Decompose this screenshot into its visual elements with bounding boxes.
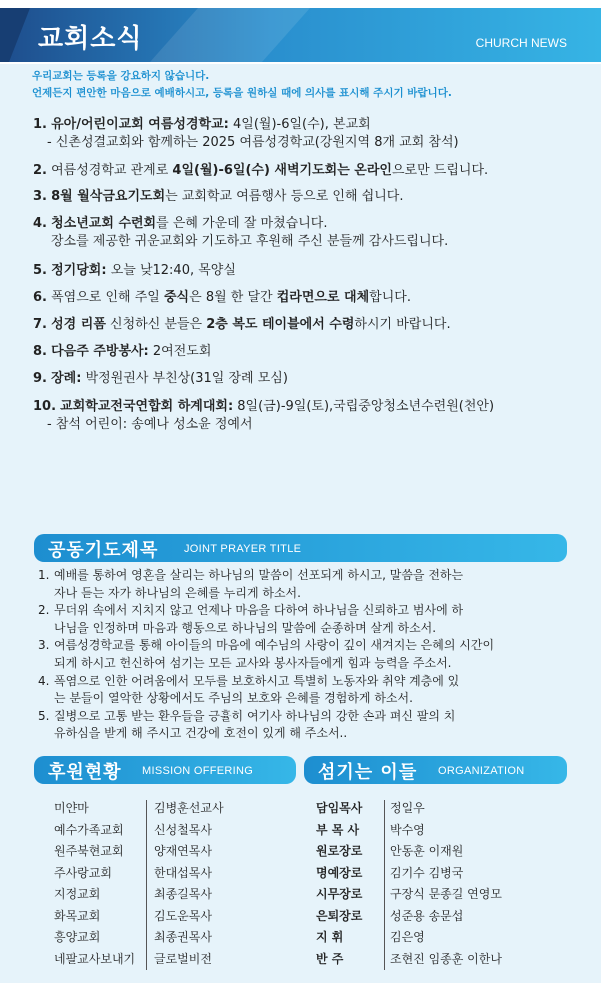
news-bold-text: 8월 월삭금요기도회 xyxy=(51,189,166,204)
organization-names: 김은영 xyxy=(390,930,425,944)
news-number: 3. xyxy=(33,189,47,204)
organization-names: 박수영 xyxy=(390,822,425,837)
offering-name: 최종권목사 xyxy=(154,930,212,944)
news-bold-text: 정기당회: xyxy=(51,263,107,278)
page-title: 교회소식 xyxy=(38,24,143,54)
organization-role: 부 목 사 xyxy=(316,822,360,837)
prayer-title: 공동기도제목 xyxy=(48,540,159,561)
offering-church: 주사랑교회 xyxy=(54,865,112,880)
prayer-line: 되게 하시고 헌신하여 섬기는 모든 교사와 봉사자들에게 힘과 능력을 주소서. xyxy=(54,655,452,670)
organization-role-column xyxy=(316,798,380,970)
notice-line-1: 우리교회는 등록을 강요하지 않습니다. xyxy=(32,70,210,82)
news-bold-text: 중식 xyxy=(164,290,190,305)
organization-role: 시무장로 xyxy=(316,887,363,901)
organization-names: 안동훈 이재원 xyxy=(390,844,464,858)
news-bold-text-2: 2층 복도 테이블에서 수령 xyxy=(206,317,355,332)
organization-role: 은퇴장로 xyxy=(316,908,363,923)
prayer-item-1 xyxy=(38,567,573,602)
news-bold-text: 다음주 주방봉사: xyxy=(51,344,149,359)
organization-role: 명예장로 xyxy=(316,865,363,880)
news-item-6 xyxy=(33,289,593,307)
news-number: 6. xyxy=(33,290,47,305)
news-number: 9. xyxy=(33,371,47,386)
news-subline: - 참석 어린이: 송예나 성소윤 정예서 xyxy=(47,417,253,432)
offering-name: 김도운목사 xyxy=(154,908,212,923)
offering-church: 네팔교사보내기 xyxy=(54,951,136,966)
news-text: 는 교회학교 여름행사 등으로 인해 쉽니다. xyxy=(165,189,404,204)
prayer-line: 유하심을 받게 해 주시고 건강에 호전이 있게 해 주소서.. xyxy=(54,726,348,741)
offering-name: 신성철목사 xyxy=(154,822,212,837)
prayer-item-5 xyxy=(38,708,573,743)
news-subline: - 신촌성결교회와 함께하는 2025 여름성경학교(강원지역 8개 교회 참석) xyxy=(47,135,459,150)
news-item-8 xyxy=(33,343,593,361)
prayer-item-2 xyxy=(38,602,573,637)
header-banner xyxy=(0,0,601,64)
organization-role: 반 주 xyxy=(316,951,344,966)
offering-church-column xyxy=(54,798,144,970)
offering-name-column xyxy=(154,798,294,970)
offering-church: 지정교회 xyxy=(54,887,101,901)
prayer-line: 여름성경학교를 통해 아이들의 마음에 예수님의 사랑이 깊이 새겨지는 은혜의 시간이 xyxy=(54,638,495,653)
news-number: 10. xyxy=(33,399,57,414)
offering-name: 양재연목사 xyxy=(154,844,212,858)
news-item-3 xyxy=(33,188,593,206)
news-bold-text: 4일(월)-6일(수) 새벽기도회는 온라인 xyxy=(172,163,392,178)
news-bold-text-2: 컵라면으로 대체 xyxy=(276,290,370,305)
news-continuation: 장소를 제공한 귀운교회와 기도하고 후원해 주신 분들께 감사드립니다. xyxy=(51,234,449,249)
prayer-number: 3. xyxy=(38,638,50,653)
registration-notice xyxy=(32,68,592,102)
prayer-list xyxy=(38,567,573,743)
news-number: 7. xyxy=(33,317,47,332)
organization-divider xyxy=(384,800,385,970)
prayer-line: 나님을 인정하며 마음과 행동으로 하나님의 말씀에 순종하며 살게 하소서. xyxy=(54,620,437,635)
news-item-1 xyxy=(33,116,593,152)
news-text-pre: 여름성경학교 관계로 xyxy=(51,163,173,178)
prayer-line: 질병으로 고통 받는 환우들을 긍휼히 여기사 하나님의 강한 손과 펴신 팔의 치 xyxy=(54,708,456,723)
news-number: 1. xyxy=(33,117,47,132)
news-text: 합니다. xyxy=(369,290,411,305)
offering-name: 글로벌비전 xyxy=(154,951,212,966)
prayer-number: 1. xyxy=(38,568,50,582)
offering-church: 흥양교회 xyxy=(54,930,101,944)
news-bold-text: 장례: xyxy=(51,371,82,386)
prayer-line: 폭염으로 인한 어려움에서 모두를 보호하시고 특별히 노동자와 취약 계층에 있 xyxy=(54,673,460,688)
offering-section-header xyxy=(34,756,296,784)
news-text: 8일(금)-9일(토),국립중앙청소년수련원(천안) xyxy=(233,399,495,414)
organization-names: 성준용 송문섭 xyxy=(390,908,464,923)
news-item-7 xyxy=(33,316,593,334)
news-number: 4. xyxy=(33,216,47,231)
news-bold-text: 유아/어린이교회 여름성경학교: xyxy=(51,117,229,132)
news-text: 4일(월)-6일(수), 본교회 xyxy=(228,117,371,132)
news-item-5 xyxy=(33,262,593,280)
prayer-line: 예배를 통하여 영혼을 살리는 하나님의 말씀이 선포되게 하시고, 말씀을 전하는 xyxy=(54,568,464,582)
offering-name: 최종길목사 xyxy=(154,887,212,901)
offering-church: 원주북현교회 xyxy=(54,844,124,858)
news-item-10 xyxy=(33,398,593,434)
news-text: 2여전도회 xyxy=(148,344,212,359)
offering-name: 한대섭목사 xyxy=(154,865,212,880)
organization-title: 섬기는 이들 xyxy=(318,762,418,783)
organization-role: 담임목사 xyxy=(316,801,363,815)
news-text: 박정원권사 부친상(31일 장례 모심) xyxy=(81,371,288,386)
organization-role: 지 휘 xyxy=(316,930,344,944)
prayer-title-en: JOINT PRAYER TITLE xyxy=(184,543,302,555)
news-number: 2. xyxy=(33,163,47,178)
organization-role: 원로장로 xyxy=(316,844,363,858)
organization-names: 정일우 xyxy=(390,801,425,815)
news-number: 5. xyxy=(33,263,47,278)
offering-title-en: MISSION OFFERING xyxy=(142,765,254,777)
news-text-mid: 은 8월 한 달간 xyxy=(189,290,277,305)
page-subtitle: CHURCH NEWS xyxy=(475,36,567,50)
news-text: 하시기 바랍니다. xyxy=(354,317,451,332)
offering-name: 김병훈선교사 xyxy=(154,801,224,815)
prayer-number: 4. xyxy=(38,673,50,688)
offering-church: 화목교회 xyxy=(54,908,101,923)
news-text-mid: 신청하신 분들은 xyxy=(105,317,207,332)
offering-title: 후원현황 xyxy=(48,762,122,783)
prayer-section-header xyxy=(34,534,567,562)
news-text: 를 은혜 가운데 잘 마쳤습니다. xyxy=(156,216,328,231)
news-bold-text: 교회학교전국연합회 하계대회: xyxy=(60,399,234,414)
news-item-2 xyxy=(33,162,593,180)
organization-names-column xyxy=(390,798,580,970)
prayer-number: 2. xyxy=(38,603,50,618)
prayer-item-3 xyxy=(38,637,573,672)
news-text: 으로만 드립니다. xyxy=(391,163,489,178)
organization-title-en: ORGANIZATION xyxy=(438,765,525,777)
offering-church: 미얀마 xyxy=(54,801,89,815)
organization-section-header xyxy=(304,756,567,784)
organization-names: 구장식 문종길 연영모 xyxy=(390,887,502,901)
prayer-line: 무더위 속에서 지치지 않고 언제나 마음을 다하여 하나님을 신뢰하고 범사에 하 xyxy=(54,603,464,618)
prayer-item-4 xyxy=(38,673,573,708)
prayer-line: 자나 듣는 자가 하나님의 은혜를 누리게 하소서. xyxy=(54,585,301,600)
news-text-pre: 폭염으로 인해 주일 xyxy=(51,290,164,305)
organization-names: 조현진 임종훈 이한나 xyxy=(390,951,502,966)
news-text: 오늘 낮12:40, 목양실 xyxy=(106,263,236,278)
news-number: 8. xyxy=(33,344,47,359)
prayer-number: 5. xyxy=(38,708,50,723)
news-bold-text: 청소년교회 수련회 xyxy=(51,216,157,231)
offering-divider xyxy=(146,800,147,970)
prayer-line: 는 분들이 열악한 상황에서도 주님의 보호와 은혜를 경험하게 하소서. xyxy=(54,691,413,706)
organization-names: 김기수 김병국 xyxy=(390,865,464,880)
news-item-9 xyxy=(33,370,593,388)
news-bold-text: 성경 리폼 xyxy=(51,317,106,332)
offering-church: 예수가족교회 xyxy=(54,822,124,837)
notice-line-2: 언제든지 편안한 마음으로 예배하시고, 등록을 원하실 때에 의사를 표시해 주시기 바랍니다. xyxy=(32,87,452,99)
news-item-4 xyxy=(33,215,593,251)
